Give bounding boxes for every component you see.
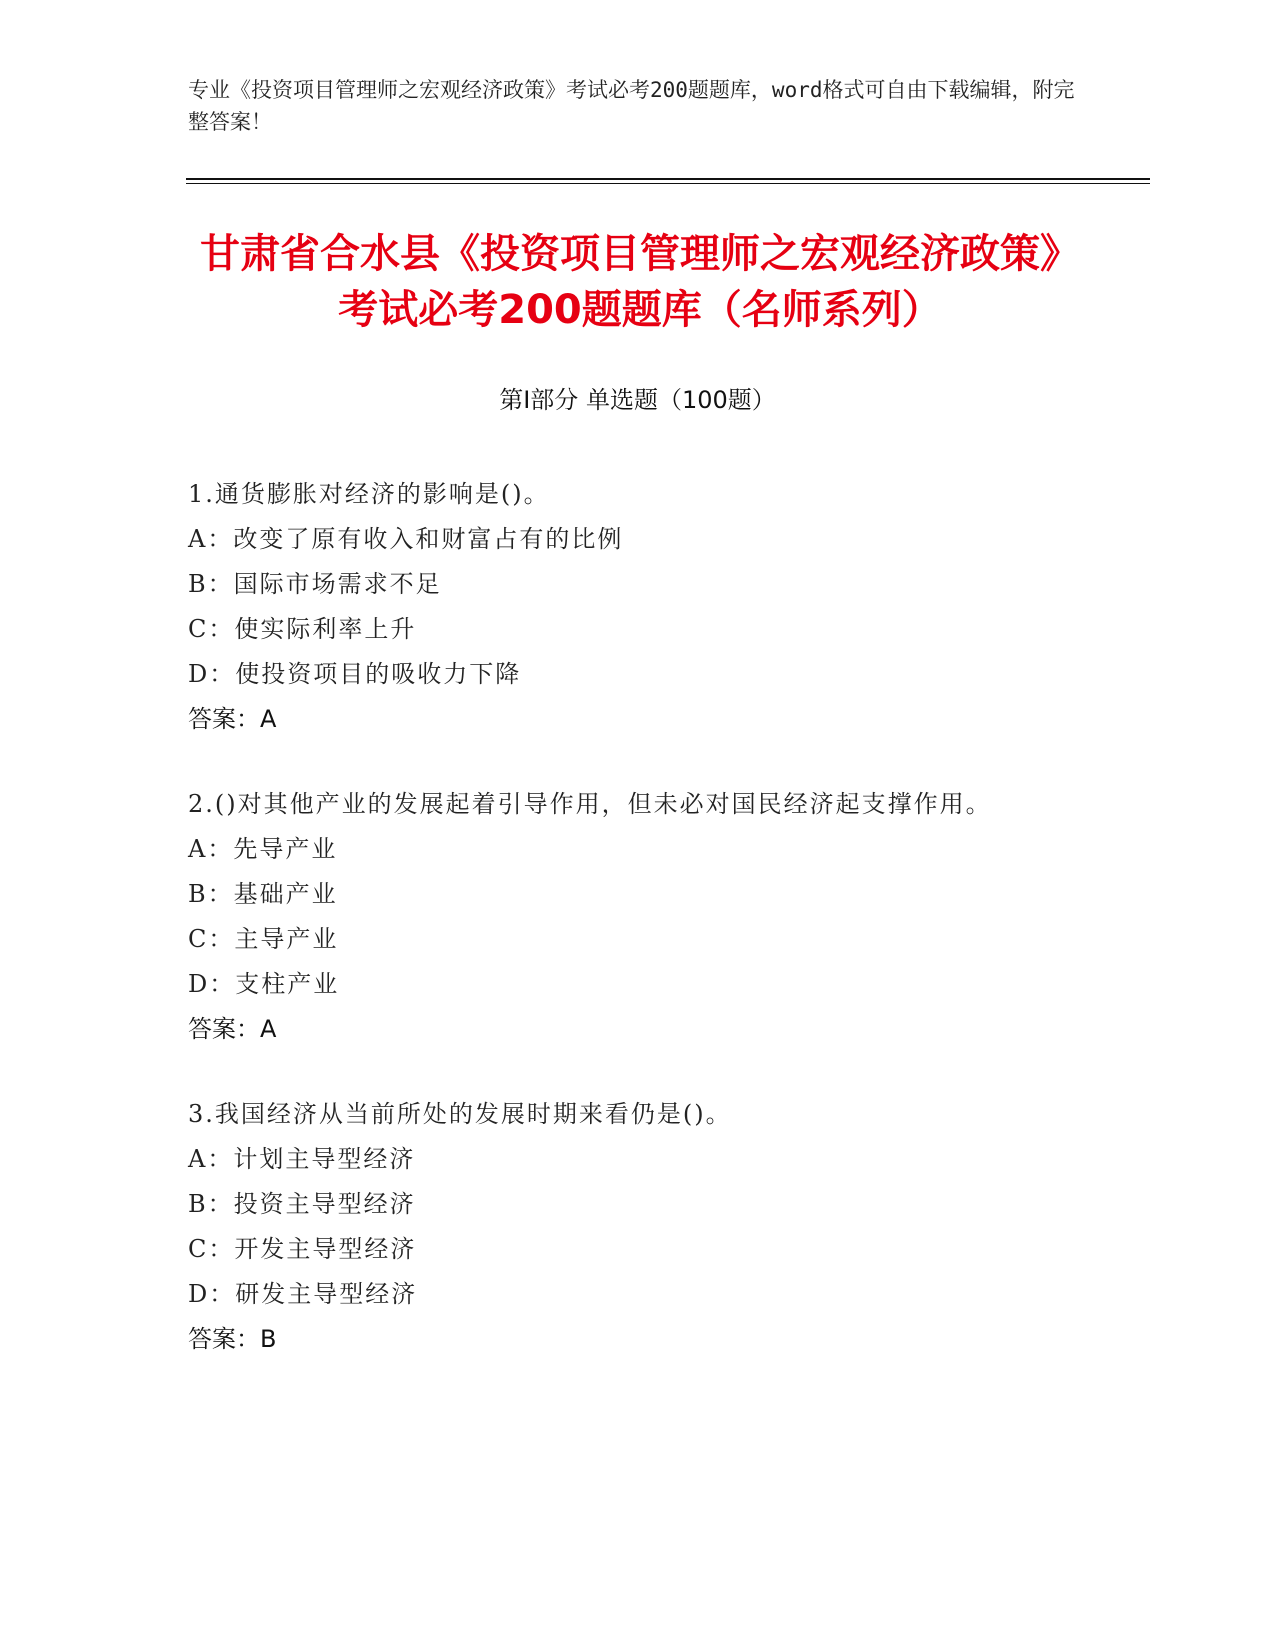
header-rule-thick [186, 178, 1150, 180]
answer: 答案：A [188, 1015, 277, 1043]
option-a: A：先导产业 [188, 835, 338, 863]
option-c: C：使实际利率上升 [188, 615, 417, 643]
question-2 [188, 782, 1088, 1052]
question-3 [188, 1092, 1088, 1362]
document-title: 甘肃省合水县《投资项目管理师之宏观经济政策》考试必考200题题库（名师系列） [200, 231, 1080, 333]
header-rule-thin [186, 183, 1150, 184]
option-b: B：国际市场需求不足 [188, 570, 442, 598]
section-title: 第Ⅰ部分 单选题（100题） [499, 386, 776, 414]
header-note: 专业《投资项目管理师之宏观经济政策》考试必考200题题库，word格式可自由下载编辑，附完整答案！ [188, 78, 1075, 134]
answer: 答案：B [188, 1325, 277, 1353]
option-d: D：研发主导型经济 [188, 1280, 418, 1308]
option-a: A：改变了原有收入和财富占有的比例 [188, 525, 624, 553]
question-stem: 3.我国经济从当前所处的发展时期来看仍是()。 [188, 1100, 732, 1128]
option-c: C：开发主导型经济 [188, 1235, 417, 1263]
option-d: D：支柱产业 [188, 970, 340, 998]
option-b: B：投资主导型经济 [188, 1190, 416, 1218]
option-c: C：主导产业 [188, 925, 339, 953]
option-d: D：使投资项目的吸收力下降 [188, 660, 522, 688]
question-list [188, 472, 1088, 1402]
question-1 [188, 472, 1088, 742]
option-a: A：计划主导型经济 [188, 1145, 416, 1173]
option-b: B：基础产业 [188, 880, 338, 908]
question-stem: 1.通货膨胀对经济的影响是()。 [188, 480, 550, 508]
answer: 答案：A [188, 705, 277, 733]
question-stem: 2.()对其他产业的发展起着引导作用，但未必对国民经济起支撑作用。 [188, 790, 992, 818]
